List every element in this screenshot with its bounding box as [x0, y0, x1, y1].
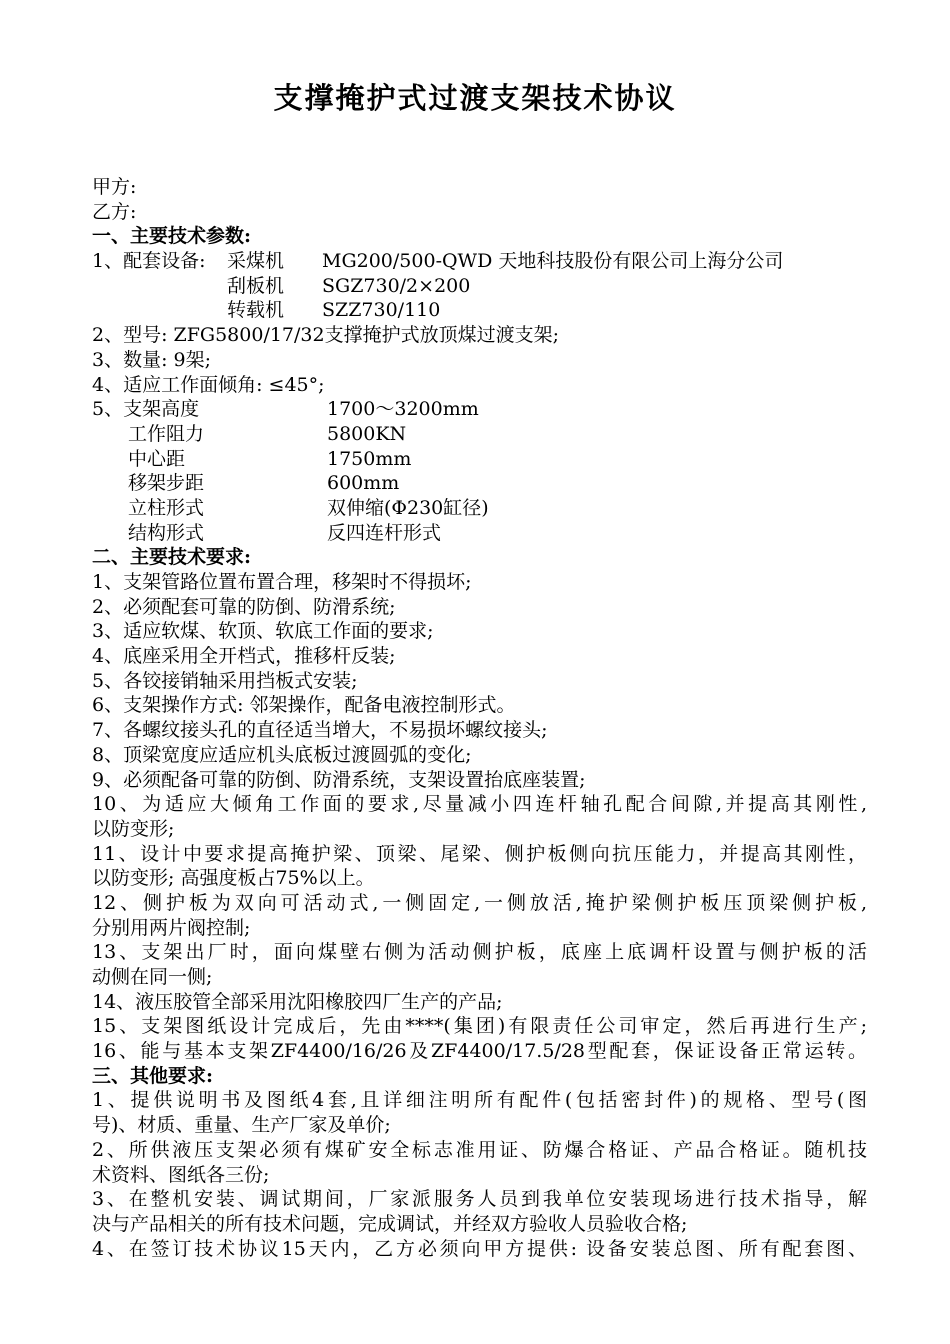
- other-requirement-line: 3、在整机安装、调试期间，厂家派服务人员到我单位安装现场进行技术指导，解: [92, 1188, 867, 1211]
- party-b-line: 乙方:: [92, 200, 137, 223]
- other-requirement-line-cont: 决与产品相关的所有技术问题，完成调试，并经双方验收人员验收合格;: [92, 1212, 688, 1235]
- equipment-line-2: [92, 274, 867, 299]
- requirement-line: 13、支架出厂时，面向煤壁右侧为活动侧护板，底座上底调杆设置与侧护板的活: [92, 941, 867, 964]
- section2-heading: 二、主要技术要求:: [92, 546, 252, 569]
- equipment-name: 采煤机: [227, 250, 285, 273]
- model-line: 2、型号: ZFG5800/17/32支撑掩护式放顶煤过渡支架;: [92, 324, 560, 347]
- requirement-line: 1、支架管路位置布置合理，移架时不得损坏;: [92, 571, 472, 593]
- param-name: 工作阻力: [128, 422, 205, 445]
- param-name: 中心距: [128, 447, 186, 470]
- requirement-line: 12、侧护板为双向可活动式,一侧固定,一侧放活,掩护梁侧护板压顶梁侧护板,: [92, 891, 867, 914]
- param-value: 1700～3200mm: [327, 398, 479, 421]
- requirement-line: 3、适应软煤、软顶、软底工作面的要求;: [92, 620, 434, 643]
- other-requirement-line: 4、在签订技术协议15天内，乙方必须向甲方提供: 设备安装总图、所有配套图、: [92, 1237, 867, 1260]
- equipment-label: 1、配套设备:: [92, 250, 206, 273]
- requirement-line: 8、顶梁宽度应适应机头底板过渡圆弧的变化;: [92, 743, 472, 766]
- requirement-line-cont: 以防变形; 高强度板占75%以上。: [92, 867, 375, 890]
- param-value: 5800KN: [327, 422, 407, 445]
- section1-heading: 一、主要技术参数:: [92, 225, 252, 248]
- param-name: 立柱形式: [128, 496, 205, 519]
- param-row: [92, 422, 867, 447]
- requirement-line: 16、能与基本支架ZF4400/16/26及ZF4400/17.5/28型配套，保证设备正常运转。: [92, 1040, 867, 1063]
- param-value: 1750mm: [327, 447, 412, 470]
- param-name: 移架步距: [128, 472, 205, 495]
- param-row: [92, 447, 867, 472]
- equipment-model: MG200/500-QWD 天地科技股份有限公司上海分公司: [322, 250, 784, 273]
- other-requirement-line: 1、提供说明书及图纸4套,且详细注明所有配件(包括密封件)的规格、型号(图: [92, 1089, 867, 1112]
- document-title: 支撑掩护式过渡支架技术协议: [273, 81, 677, 115]
- param-row: [92, 521, 867, 546]
- requirement-line: 2、必须配套可靠的防倒、防滑系统;: [92, 595, 396, 618]
- equipment-name: 刮板机: [227, 274, 285, 297]
- param-name: 结构形式: [128, 521, 205, 544]
- requirement-line: 7、各螺纹接头孔的直径适当增大，不易损坏螺纹接头;: [92, 719, 548, 742]
- param-value: 600mm: [327, 472, 400, 495]
- requirement-line: 4、底座采用全开档式，推移杆反装;: [92, 645, 396, 668]
- equipment-name: 转载机: [227, 299, 285, 322]
- requirement-line: 10、为适应大倾角工作面的要求,尽量减小四连杆轴孔配合间隙,并提高其刚性,: [92, 793, 867, 816]
- section3-heading: 三、其他要求:: [92, 1064, 214, 1087]
- requirement-line: 14、液压胶管全部采用沈阳橡胶四厂生产的产品;: [92, 990, 503, 1013]
- requirement-line: 9、必须配备可靠的防倒、防滑系统，支架设置抬底座装置;: [92, 768, 586, 791]
- requirement-line: 6、支架操作方式: 邻架操作，配备电液控制形式。: [92, 694, 516, 717]
- party-a-line: 甲方:: [92, 176, 137, 198]
- angle-line: 4、适应工作面倾角: ≤45°;: [92, 373, 325, 396]
- param-name: 5、支架高度: [92, 398, 200, 421]
- param-row: [92, 496, 867, 521]
- requirement-line: 11、设计中要求提高掩护梁、顶梁、尾梁、侧护板侧向抗压能力，并提高其刚性，: [92, 842, 867, 865]
- equipment-line-3: [92, 298, 867, 323]
- other-requirement-line: 2、所供液压支架必须有煤矿安全标志准用证、防爆合格证、产品合格证。随机技: [92, 1138, 867, 1161]
- other-requirement-line-cont: 术资料、图纸各三份;: [92, 1163, 270, 1186]
- requirement-line: 15、支架图纸设计完成后，先由****(集团)有限责任公司审定，然后再进行生产;: [92, 1015, 867, 1038]
- equipment-model: SZZ730/110: [322, 299, 441, 322]
- param-row: [92, 397, 867, 422]
- document-body: [92, 175, 867, 1261]
- quantity-line: 3、数量: 9架;: [92, 348, 212, 371]
- requirement-line-cont: 动侧在同一侧;: [92, 966, 213, 988]
- requirement-line-cont: 分别用两片阀控制;: [92, 916, 251, 939]
- param-value: 双伸缩(Φ230缸径): [327, 496, 489, 519]
- requirement-line-cont: 以防变形;: [92, 817, 175, 840]
- other-requirement-line-cont: 号)、材质、重量、生产厂家及单价;: [92, 1114, 391, 1137]
- equipment-model: SGZ730/2×200: [322, 274, 471, 297]
- equipment-line-1: [92, 249, 867, 274]
- param-row: [92, 471, 867, 496]
- param-value: 反四连杆形式: [327, 521, 442, 544]
- requirement-line: 5、各铰接销轴采用挡板式安装;: [92, 669, 358, 692]
